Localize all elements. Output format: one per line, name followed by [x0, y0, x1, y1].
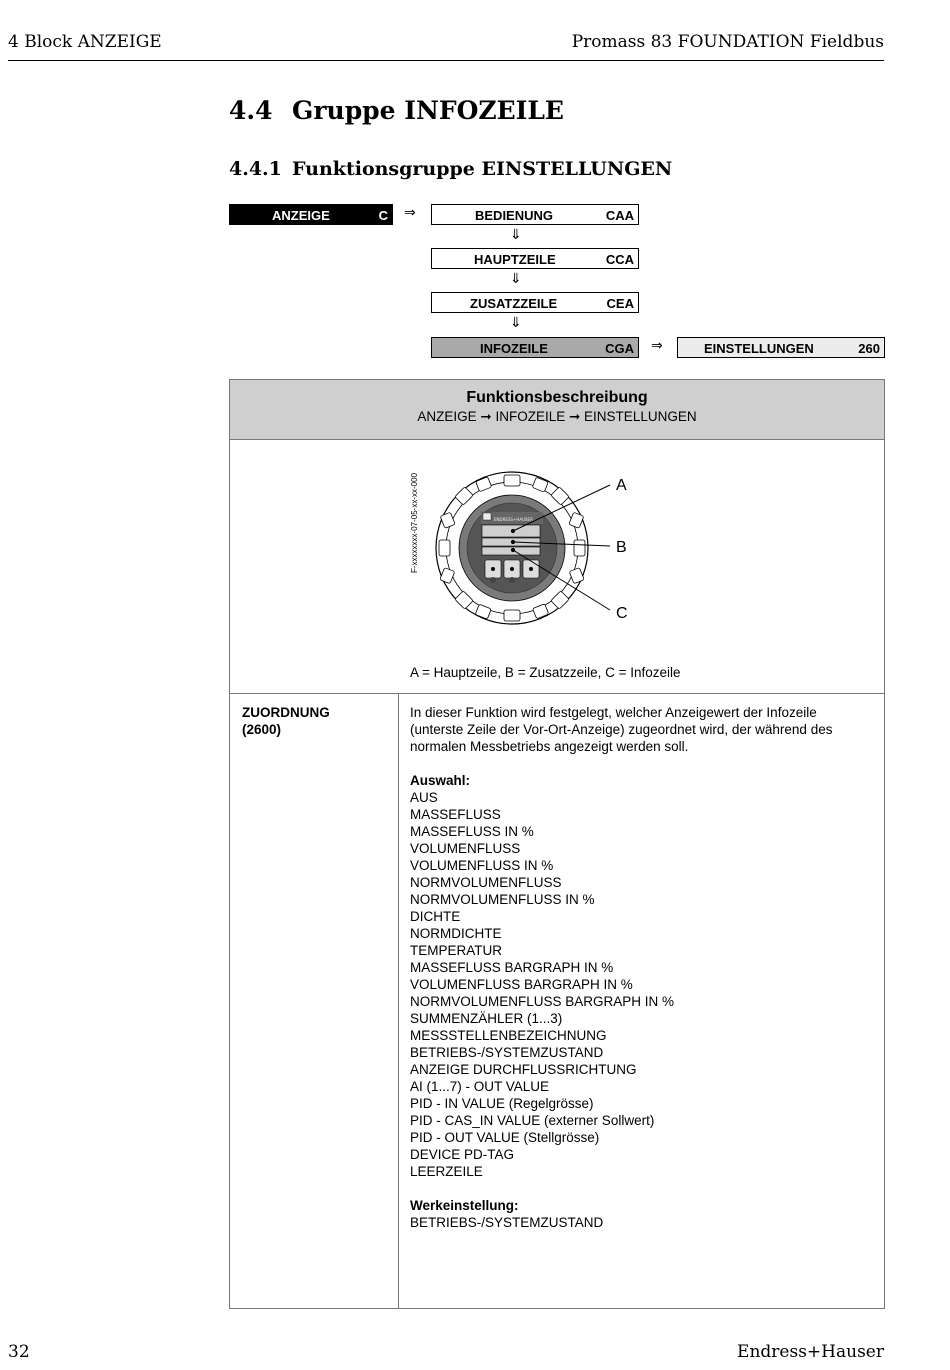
nav-label-einstellungen: EINSTELLUNGEN	[704, 341, 814, 356]
function-name: ZUORDNUNG	[242, 705, 330, 720]
row-divider	[230, 693, 884, 694]
running-header-product: Promass 83 FOUNDATION Fieldbus	[571, 32, 884, 52]
figure-caption: A = Hauptzeile, B = Zusatzzeile, C = Infozeile	[410, 665, 681, 680]
nav-box-infozeile	[431, 337, 639, 358]
brand-logo	[483, 513, 491, 520]
nav-code-zusatzzeile: CEA	[606, 296, 634, 311]
nav-code-hauptzeile: CCA	[605, 252, 634, 267]
option-item: VOLUMENFLUSS IN %	[410, 858, 554, 873]
nav-arrow-down-1: ⇓	[510, 227, 522, 243]
function-description-cell	[410, 704, 870, 1231]
option-item: NORMVOLUMENFLUSS BARGRAPH IN %	[410, 994, 675, 1009]
nav-box-einstellungen	[677, 337, 885, 358]
option-item: DEVICE PD-TAG	[410, 1147, 515, 1162]
display-figure	[430, 468, 650, 628]
option-item: MESSSTELLENBEZEICHNUNG	[410, 1028, 607, 1043]
figure-code: F-xxxxxxxx-07-05-xx-xx-000	[410, 472, 419, 573]
option-item: NORMVOLUMENFLUSS IN %	[410, 892, 595, 907]
table-path: ANZEIGE ➞ INFOZEILE ➞ EINSTELLUNGEN	[417, 409, 697, 424]
nav-box-bedienung	[431, 204, 639, 225]
function-description: In dieser Funktion wird festgelegt, welcher Anzeigewert der Infozeile (unterste Zeile der Vor-Ort-Anzeige) zugeordnet wird, der während des normalen Messbetriebs angezeigt werden soll.	[410, 705, 833, 754]
function-table	[229, 379, 885, 1309]
running-header-chapter: 4 Block ANZEIGE	[8, 32, 162, 52]
option-item: LEERZEILE	[410, 1164, 483, 1179]
option-item: VOLUMENFLUSS BARGRAPH IN %	[410, 977, 633, 992]
option-list	[410, 789, 870, 1180]
option-item: MASSEFLUSS	[410, 807, 501, 822]
nav-box-anzeige	[229, 204, 393, 225]
footer-brand: Endress+Hauser	[737, 1342, 884, 1362]
option-item: MASSEFLUSS BARGRAPH IN %	[410, 960, 614, 975]
callout-label-a: A	[616, 477, 627, 494]
werkeinstellung-label: Werkeinstellung:	[410, 1198, 519, 1213]
nav-label-hauptzeile: HAUPTZEILE	[474, 252, 556, 267]
nav-code-infozeile: CGA	[605, 341, 634, 356]
column-divider	[398, 694, 399, 1309]
nav-arrow-down-2: ⇓	[510, 271, 522, 287]
section-number: 4.4	[229, 96, 273, 125]
nav-code-anzeige: C	[378, 208, 388, 223]
auswahl-label: Auswahl:	[410, 773, 471, 788]
subsection-title: Funktionsgruppe EINSTELLUNGEN	[292, 158, 673, 180]
table-header	[230, 380, 884, 440]
function-code: (2600)	[242, 722, 282, 737]
page-number: 32	[8, 1342, 30, 1362]
werkeinstellung-value: BETRIEBS-/SYSTEMZUSTAND	[410, 1215, 604, 1230]
nav-label-zusatzzeile: ZUSATZZEILE	[470, 296, 558, 311]
option-item: ANZEIGE DURCHFLUSSRICHTUNG	[410, 1062, 637, 1077]
callout-label-c: C	[616, 605, 628, 622]
option-item: PID - IN VALUE (Regelgrösse)	[410, 1096, 594, 1111]
option-item: BETRIEBS-/SYSTEMZUSTAND	[410, 1045, 604, 1060]
nav-box-zusatzzeile	[431, 292, 639, 313]
option-item: NORMDICHTE	[410, 926, 502, 941]
option-item: SUMMENZÄHLER (1...3)	[410, 1011, 563, 1026]
option-item: NORMVOLUMENFLUSS	[410, 875, 562, 890]
option-item: AUS	[410, 790, 438, 805]
nav-arrow-right-2: ⇒	[651, 338, 663, 354]
option-item: MASSEFLUSS IN %	[410, 824, 534, 839]
option-item: PID - OUT VALUE (Stellgrösse)	[410, 1130, 600, 1145]
option-item: DICHTE	[410, 909, 461, 924]
header-rule	[8, 60, 884, 61]
function-name-cell	[242, 704, 330, 738]
brand-text: ENDRESS+HAUSER	[494, 517, 533, 522]
nav-code-einstellungen: 260	[858, 341, 880, 356]
option-item: PID - CAS_IN VALUE (externer Sollwert)	[410, 1113, 655, 1128]
option-item: AI (1...7) - OUT VALUE	[410, 1079, 550, 1094]
option-item: TEMPERATUR	[410, 943, 503, 958]
nav-arrow-right-1: ⇒	[404, 205, 416, 221]
nav-code-bedienung: CAA	[605, 208, 634, 223]
nav-label-anzeige: ANZEIGE	[272, 208, 330, 223]
section-heading	[229, 96, 564, 125]
option-item: VOLUMENFLUSS	[410, 841, 521, 856]
subsection-heading	[229, 158, 672, 180]
nav-box-hauptzeile	[431, 248, 639, 269]
section-title: Gruppe INFOZEILE	[292, 96, 564, 125]
nav-arrow-down-3: ⇓	[510, 315, 522, 331]
callout-label-b: B	[616, 539, 627, 556]
nav-label-infozeile: INFOZEILE	[480, 341, 548, 356]
table-title: Funktionsbeschreibung	[466, 389, 648, 406]
subsection-number: 4.4.1	[229, 158, 282, 180]
nav-label-bedienung: BEDIENUNG	[475, 208, 554, 223]
